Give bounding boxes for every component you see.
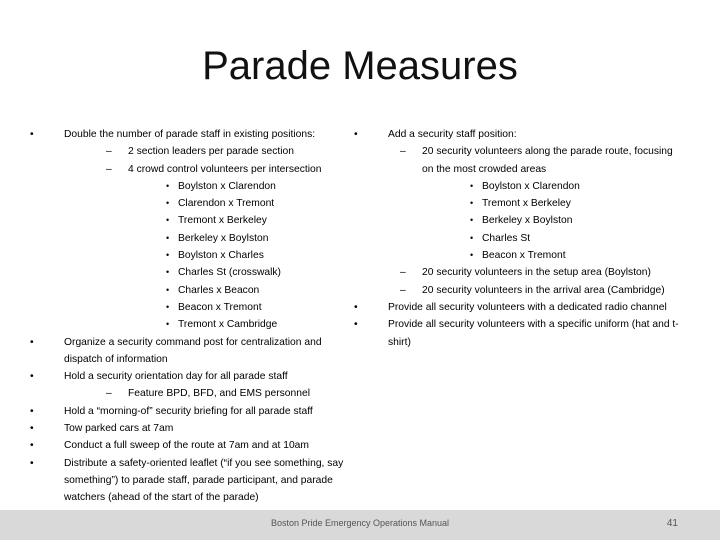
bullet-marker: • bbox=[166, 198, 170, 209]
intersection-text: Boylston x Charles bbox=[178, 250, 264, 262]
dash-marker: – bbox=[400, 267, 406, 279]
bullet-marker: • bbox=[470, 180, 474, 191]
bullet-marker: • bbox=[470, 250, 474, 261]
intersection-text: Berkeley x Boylston bbox=[178, 232, 269, 244]
bullet-marker: • bbox=[166, 319, 170, 330]
bullet-marker: • bbox=[30, 336, 34, 348]
intersection-item bbox=[462, 212, 682, 229]
bullet-marker: • bbox=[354, 319, 358, 331]
bullet-text: Conduct a full sweep of the route at 7am and at 10am bbox=[64, 440, 309, 452]
intersection-item bbox=[462, 178, 682, 195]
sub-bullet-text: 20 security volunteers in the setup area (Boylston) bbox=[422, 267, 651, 279]
intersection-item bbox=[158, 282, 352, 299]
intersection-list bbox=[462, 178, 682, 264]
intersection-item bbox=[158, 299, 352, 316]
intersection-item bbox=[462, 195, 682, 212]
sub-bullet-text: 4 crowd control volunteers per intersection bbox=[128, 163, 322, 175]
sub-bullet-list bbox=[64, 143, 352, 333]
intersection-item bbox=[158, 178, 352, 195]
right-column bbox=[354, 126, 682, 351]
bullet-marker: • bbox=[166, 180, 170, 191]
sub-bullet-list bbox=[64, 385, 352, 402]
intersection-item bbox=[158, 195, 352, 212]
sub-bullet-list bbox=[388, 143, 682, 299]
bullet-text: Organize a security command post for centralization and dispatch of information bbox=[64, 336, 322, 365]
dash-marker: – bbox=[106, 163, 112, 175]
bullet-marker: • bbox=[470, 198, 474, 209]
bullet-item bbox=[354, 316, 682, 351]
intersection-item bbox=[158, 212, 352, 229]
slide-title: Parade Measures bbox=[202, 44, 518, 88]
intersection-text: Tremont x Cambridge bbox=[178, 319, 278, 331]
bullet-marker: • bbox=[30, 371, 34, 383]
intersection-text: Clarendon x Tremont bbox=[178, 198, 275, 210]
bullet-item bbox=[354, 126, 682, 299]
intersection-text: Boylston x Clarendon bbox=[178, 180, 276, 192]
bullet-marker: • bbox=[166, 250, 170, 261]
intersection-text: Charles x Beacon bbox=[178, 284, 260, 296]
intersection-item bbox=[158, 316, 352, 333]
dash-marker: – bbox=[106, 146, 112, 158]
bullet-marker: • bbox=[470, 215, 474, 226]
bullet-item bbox=[30, 126, 352, 334]
bullet-marker: • bbox=[30, 423, 34, 435]
footer-text: Boston Pride Emergency Operations Manual bbox=[270, 518, 450, 528]
bullet-marker: • bbox=[166, 284, 170, 295]
bullet-text: Hold a security orientation day for all parade staff bbox=[64, 371, 288, 383]
intersection-item bbox=[158, 230, 352, 247]
intersection-item bbox=[462, 247, 682, 264]
dash-marker: – bbox=[106, 388, 112, 400]
dash-marker: – bbox=[400, 146, 406, 158]
left-column bbox=[30, 126, 352, 507]
intersection-item bbox=[158, 264, 352, 281]
intersection-text: Charles St (crosswalk) bbox=[178, 267, 281, 279]
intersection-text: Tremont x Berkeley bbox=[178, 215, 267, 227]
bullet-marker: • bbox=[470, 232, 474, 243]
intersection-text: Charles St bbox=[482, 232, 531, 244]
bullet-item bbox=[354, 299, 682, 316]
bullet-marker: • bbox=[30, 457, 34, 469]
bullet-text: Provide all security volunteers with a specific uniform (hat and t-shirt) bbox=[388, 319, 679, 348]
sub-bullet-item bbox=[390, 264, 682, 281]
bullet-text: Add a security staff position: bbox=[388, 129, 517, 140]
bullet-marker: • bbox=[166, 267, 170, 278]
intersection-list bbox=[158, 178, 352, 334]
bullet-text: Distribute a safety-oriented leaflet (“if you see something, say something”) to parade staff, parade participant, and parade watchers (ahead of the start of the parade) bbox=[64, 457, 344, 504]
page-number: 41 bbox=[666, 518, 678, 529]
left-bullet-list bbox=[30, 126, 352, 507]
sub-bullet-text: 2 section leaders per parade section bbox=[128, 146, 294, 158]
bullet-item bbox=[30, 420, 352, 437]
intersection-text: Boylston x Clarendon bbox=[482, 180, 580, 192]
bullet-item bbox=[30, 368, 352, 403]
bullet-marker: • bbox=[30, 440, 34, 452]
sub-bullet-text: Feature BPD, BFD, and EMS personnel bbox=[128, 388, 310, 400]
footer-bar bbox=[0, 510, 720, 540]
right-bullet-list bbox=[354, 126, 682, 351]
bullet-item bbox=[30, 437, 352, 454]
bullet-item bbox=[30, 455, 352, 507]
bullet-text: Hold a “morning-of” security briefing for all parade staff bbox=[64, 405, 313, 417]
bullet-item bbox=[30, 334, 352, 369]
intersection-item bbox=[462, 230, 682, 247]
bullet-marker: • bbox=[354, 301, 358, 313]
sub-bullet-item bbox=[390, 282, 682, 299]
sub-bullet-text: 20 security volunteers along the parade route, focusing on the most crowded areas bbox=[422, 146, 673, 175]
bullet-text: Provide all security volunteers with a dedicated radio channel bbox=[388, 301, 667, 313]
sub-bullet-item bbox=[96, 161, 352, 334]
intersection-text: Beacon x Tremont bbox=[482, 250, 566, 262]
bullet-marker: • bbox=[354, 129, 358, 140]
bullet-marker: • bbox=[30, 129, 34, 140]
sub-bullet-text: 20 security volunteers in the arrival area (Cambridge) bbox=[422, 284, 665, 296]
dash-marker: – bbox=[400, 284, 406, 296]
bullet-item bbox=[30, 403, 352, 420]
intersection-text: Tremont x Berkeley bbox=[482, 198, 571, 210]
bullet-marker: • bbox=[166, 215, 170, 226]
sub-bullet-item bbox=[96, 143, 352, 160]
bullet-text: Tow parked cars at 7am bbox=[64, 423, 174, 435]
intersection-item bbox=[158, 247, 352, 264]
bullet-marker: • bbox=[166, 232, 170, 243]
sub-bullet-item bbox=[96, 385, 352, 402]
bullet-marker: • bbox=[166, 301, 170, 312]
bullet-text: Double the number of parade staff in existing positions: bbox=[64, 129, 316, 140]
sub-bullet-item bbox=[390, 143, 682, 264]
bullet-marker: • bbox=[30, 405, 34, 417]
intersection-text: Beacon x Tremont bbox=[178, 301, 262, 313]
intersection-text: Berkeley x Boylston bbox=[482, 215, 573, 227]
